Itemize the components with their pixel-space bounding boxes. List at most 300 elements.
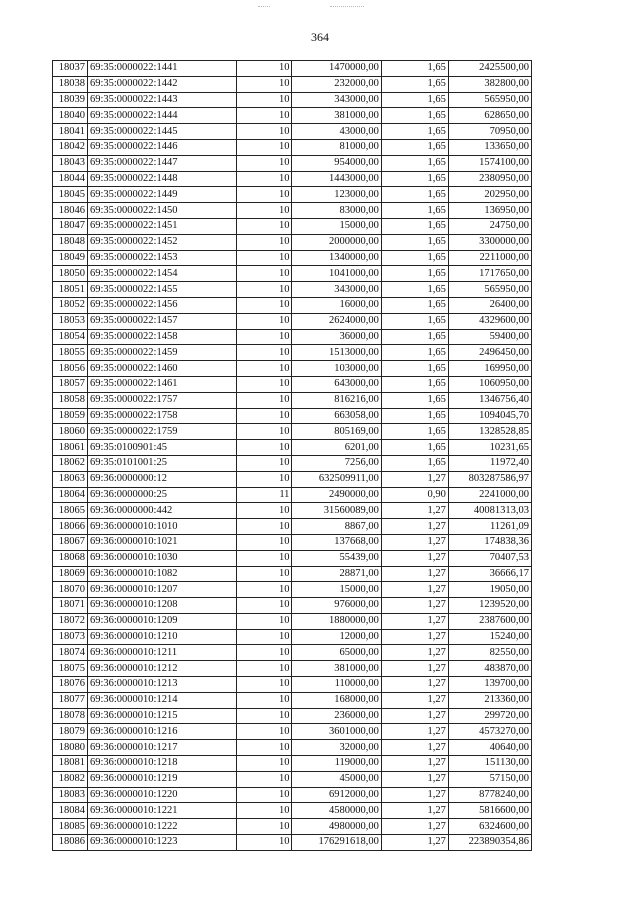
table-row (53, 250, 532, 266)
cadastral-number-cell: 69:36:0000000:12 (87, 471, 236, 487)
row-number-cell: 18052 (53, 297, 88, 313)
value-cell: 55439,00 (292, 550, 381, 566)
row-number-cell: 18074 (53, 645, 88, 661)
total-cell: 4573270,00 (448, 724, 531, 740)
row-number-cell: 18086 (53, 835, 88, 851)
table-row (53, 677, 532, 693)
total-cell: 1328528,85 (448, 424, 531, 440)
cadastral-number-cell: 69:35:0000022:1460 (87, 361, 236, 377)
coefficient-cell: 1,27 (381, 471, 448, 487)
cadastral-number-cell: 69:35:0000022:1448 (87, 171, 236, 187)
code-cell: 10 (236, 408, 292, 424)
code-cell: 10 (236, 613, 292, 629)
total-cell: 1060950,00 (448, 376, 531, 392)
coefficient-cell: 1,65 (381, 392, 448, 408)
cadastral-number-cell: 69:35:0000022:1449 (87, 187, 236, 203)
code-cell: 10 (236, 329, 292, 345)
coefficient-cell: 1,27 (381, 503, 448, 519)
code-cell: 10 (236, 582, 292, 598)
table-row (53, 503, 532, 519)
table-row (53, 487, 532, 503)
code-cell: 10 (236, 692, 292, 708)
value-cell: 1443000,00 (292, 171, 381, 187)
cadastral-number-cell: 69:36:0000000:25 (87, 487, 236, 503)
value-cell: 168000,00 (292, 692, 381, 708)
total-cell: 6324600,00 (448, 819, 531, 835)
code-cell: 10 (236, 92, 292, 108)
code-cell: 11 (236, 487, 292, 503)
value-cell: 123000,00 (292, 187, 381, 203)
row-number-cell: 18038 (53, 76, 88, 92)
table-row (53, 455, 532, 471)
coefficient-cell: 1,27 (381, 677, 448, 693)
row-number-cell: 18040 (53, 108, 88, 124)
value-cell: 4980000,00 (292, 819, 381, 835)
row-number-cell: 18044 (53, 171, 88, 187)
coefficient-cell: 1,65 (381, 155, 448, 171)
coefficient-cell: 1,65 (381, 313, 448, 329)
table-row (53, 297, 532, 313)
row-number-cell: 18050 (53, 266, 88, 282)
cadastral-number-cell: 69:35:0000022:1450 (87, 203, 236, 219)
value-cell: 16000,00 (292, 297, 381, 313)
coefficient-cell: 1,27 (381, 708, 448, 724)
code-cell: 10 (236, 661, 292, 677)
coefficient-cell: 1,65 (381, 76, 448, 92)
row-number-cell: 18053 (53, 313, 88, 329)
code-cell: 10 (236, 550, 292, 566)
value-cell: 137668,00 (292, 534, 381, 550)
cadastral-number-cell: 69:35:0000022:1441 (87, 61, 236, 77)
table-row (53, 519, 532, 535)
total-cell: 1094045,70 (448, 408, 531, 424)
total-cell: 1574100,00 (448, 155, 531, 171)
coefficient-cell: 1,27 (381, 819, 448, 835)
code-cell: 10 (236, 835, 292, 851)
cadastral-number-cell: 69:36:0000010:1214 (87, 692, 236, 708)
coefficient-cell: 0,90 (381, 487, 448, 503)
table-row (53, 218, 532, 234)
table-row (53, 345, 532, 361)
total-cell: 2211000,00 (448, 250, 531, 266)
total-cell: 1346756,40 (448, 392, 531, 408)
row-number-cell: 18048 (53, 234, 88, 250)
total-cell: 2425500,00 (448, 61, 531, 77)
row-number-cell: 18039 (53, 92, 88, 108)
cadastral-number-cell: 69:36:0000010:1209 (87, 613, 236, 629)
coefficient-cell: 1,65 (381, 455, 448, 471)
row-number-cell: 18068 (53, 550, 88, 566)
value-cell: 1513000,00 (292, 345, 381, 361)
cadastral-number-cell: 69:35:0000022:1458 (87, 329, 236, 345)
table-row (53, 613, 532, 629)
total-cell: 11261,09 (448, 519, 531, 535)
coefficient-cell: 1,65 (381, 329, 448, 345)
coefficient-cell: 1,27 (381, 534, 448, 550)
coefficient-cell: 1,65 (381, 234, 448, 250)
table-row (53, 550, 532, 566)
value-cell: 232000,00 (292, 76, 381, 92)
code-cell: 10 (236, 171, 292, 187)
cadastral-number-cell: 69:36:0000010:1218 (87, 756, 236, 772)
value-cell: 2624000,00 (292, 313, 381, 329)
table-row (53, 819, 532, 835)
code-cell: 10 (236, 376, 292, 392)
total-cell: 133650,00 (448, 139, 531, 155)
coefficient-cell: 1,27 (381, 724, 448, 740)
row-number-cell: 18041 (53, 124, 88, 140)
code-cell: 10 (236, 345, 292, 361)
table-row (53, 92, 532, 108)
table-row (53, 361, 532, 377)
coefficient-cell: 1,27 (381, 519, 448, 535)
value-cell: 31560089,00 (292, 503, 381, 519)
cadastral-number-cell: 69:35:0000022:1455 (87, 282, 236, 298)
cadastral-number-cell: 69:36:0000010:1082 (87, 566, 236, 582)
row-number-cell: 18054 (53, 329, 88, 345)
code-cell: 10 (236, 155, 292, 171)
table-row (53, 266, 532, 282)
value-cell: 15000,00 (292, 218, 381, 234)
total-cell: 82550,00 (448, 645, 531, 661)
value-cell: 12000,00 (292, 629, 381, 645)
total-cell: 382800,00 (448, 76, 531, 92)
value-cell: 643000,00 (292, 376, 381, 392)
code-cell: 10 (236, 503, 292, 519)
row-number-cell: 18037 (53, 61, 88, 77)
cadastral-number-cell: 69:36:0000010:1217 (87, 740, 236, 756)
code-cell: 10 (236, 203, 292, 219)
total-cell: 19050,00 (448, 582, 531, 598)
cadastral-number-cell: 69:36:0000010:1210 (87, 629, 236, 645)
code-cell: 10 (236, 519, 292, 535)
row-number-cell: 18062 (53, 455, 88, 471)
row-number-cell: 18066 (53, 519, 88, 535)
total-cell: 4329600,00 (448, 313, 531, 329)
total-cell: 3300000,00 (448, 234, 531, 250)
cadastral-number-cell: 69:35:0000022:1446 (87, 139, 236, 155)
table-row (53, 534, 532, 550)
code-cell: 10 (236, 139, 292, 155)
row-number-cell: 18075 (53, 661, 88, 677)
row-number-cell: 18078 (53, 708, 88, 724)
value-cell: 3601000,00 (292, 724, 381, 740)
row-number-cell: 18064 (53, 487, 88, 503)
total-cell: 169950,00 (448, 361, 531, 377)
code-cell: 10 (236, 645, 292, 661)
code-cell: 10 (236, 76, 292, 92)
coefficient-cell: 1,65 (381, 203, 448, 219)
cadastral-number-cell: 69:36:0000010:1220 (87, 787, 236, 803)
row-number-cell: 18067 (53, 534, 88, 550)
table-row (53, 76, 532, 92)
code-cell: 10 (236, 218, 292, 234)
value-cell: 65000,00 (292, 645, 381, 661)
value-cell: 15000,00 (292, 582, 381, 598)
cadastral-number-cell: 69:35:0000022:1451 (87, 218, 236, 234)
value-cell: 2000000,00 (292, 234, 381, 250)
cadastral-number-cell: 69:36:0000010:1222 (87, 819, 236, 835)
table-row (53, 171, 532, 187)
total-cell: 202950,00 (448, 187, 531, 203)
code-cell: 10 (236, 803, 292, 819)
total-cell: 1239520,00 (448, 598, 531, 614)
code-cell: 10 (236, 61, 292, 77)
code-cell: 10 (236, 534, 292, 550)
table-row (53, 566, 532, 582)
code-cell: 10 (236, 187, 292, 203)
row-number-cell: 18070 (53, 582, 88, 598)
value-cell: 1470000,00 (292, 61, 381, 77)
coefficient-cell: 1,65 (381, 92, 448, 108)
total-cell: 57150,00 (448, 771, 531, 787)
coefficient-cell: 1,27 (381, 771, 448, 787)
table-row (53, 803, 532, 819)
total-cell: 223890354,86 (448, 835, 531, 851)
code-cell: 10 (236, 756, 292, 772)
row-number-cell: 18071 (53, 598, 88, 614)
value-cell: 381000,00 (292, 661, 381, 677)
value-cell: 663058,00 (292, 408, 381, 424)
total-cell: 565950,00 (448, 92, 531, 108)
table-row (53, 187, 532, 203)
table-row (53, 155, 532, 171)
code-cell: 10 (236, 313, 292, 329)
total-cell: 803287586,97 (448, 471, 531, 487)
data-table (52, 60, 532, 851)
code-cell: 10 (236, 392, 292, 408)
value-cell: 110000,00 (292, 677, 381, 693)
row-number-cell: 18073 (53, 629, 88, 645)
coefficient-cell: 1,27 (381, 803, 448, 819)
value-cell: 119000,00 (292, 756, 381, 772)
cadastral-number-cell: 69:36:0000010:1021 (87, 534, 236, 550)
code-cell: 10 (236, 771, 292, 787)
row-number-cell: 18084 (53, 803, 88, 819)
cadastral-number-cell: 69:35:0000022:1453 (87, 250, 236, 266)
row-number-cell: 18043 (53, 155, 88, 171)
cadastral-number-cell: 69:35:0000022:1759 (87, 424, 236, 440)
table-row (53, 408, 532, 424)
code-cell: 10 (236, 708, 292, 724)
total-cell: 70407,53 (448, 550, 531, 566)
row-number-cell: 18047 (53, 218, 88, 234)
coefficient-cell: 1,65 (381, 218, 448, 234)
table-row (53, 724, 532, 740)
value-cell: 7256,00 (292, 455, 381, 471)
total-cell: 2387600,00 (448, 613, 531, 629)
coefficient-cell: 1,65 (381, 376, 448, 392)
table-row (53, 787, 532, 803)
row-number-cell: 18081 (53, 756, 88, 772)
cadastral-number-cell: 69:35:0000022:1758 (87, 408, 236, 424)
table-row (53, 598, 532, 614)
value-cell: 103000,00 (292, 361, 381, 377)
table-row (53, 203, 532, 219)
cadastral-number-cell: 69:35:0000022:1757 (87, 392, 236, 408)
value-cell: 236000,00 (292, 708, 381, 724)
value-cell: 816216,00 (292, 392, 381, 408)
cadastral-number-cell: 69:35:0000022:1459 (87, 345, 236, 361)
code-cell: 10 (236, 598, 292, 614)
total-cell: 40640,00 (448, 740, 531, 756)
total-cell: 5816600,00 (448, 803, 531, 819)
coefficient-cell: 1,27 (381, 740, 448, 756)
table-row (53, 234, 532, 250)
table-row (53, 329, 532, 345)
cadastral-number-cell: 69:36:0000010:1010 (87, 519, 236, 535)
total-cell: 483870,00 (448, 661, 531, 677)
table-row (53, 440, 532, 456)
cadastral-number-cell: 69:35:0000022:1461 (87, 376, 236, 392)
row-number-cell: 18069 (53, 566, 88, 582)
cadastral-number-cell: 69:36:0000010:1212 (87, 661, 236, 677)
coefficient-cell: 1,27 (381, 613, 448, 629)
cadastral-number-cell: 69:35:0101001:25 (87, 455, 236, 471)
code-cell: 10 (236, 677, 292, 693)
table-row (53, 756, 532, 772)
code-cell: 10 (236, 471, 292, 487)
row-number-cell: 18076 (53, 677, 88, 693)
table-row (53, 629, 532, 645)
table-row (53, 282, 532, 298)
row-number-cell: 18085 (53, 819, 88, 835)
coefficient-cell: 1,65 (381, 361, 448, 377)
row-number-cell: 18051 (53, 282, 88, 298)
table-row (53, 740, 532, 756)
code-cell: 10 (236, 297, 292, 313)
total-cell: 11972,40 (448, 455, 531, 471)
table-row (53, 771, 532, 787)
cadastral-number-cell: 69:35:0000022:1442 (87, 76, 236, 92)
cadastral-number-cell: 69:35:0000022:1457 (87, 313, 236, 329)
code-cell: 10 (236, 455, 292, 471)
code-cell: 10 (236, 282, 292, 298)
value-cell: 8867,00 (292, 519, 381, 535)
total-cell: 213360,00 (448, 692, 531, 708)
total-cell: 2496450,00 (448, 345, 531, 361)
coefficient-cell: 1,65 (381, 282, 448, 298)
row-number-cell: 18065 (53, 503, 88, 519)
code-cell: 10 (236, 724, 292, 740)
value-cell: 83000,00 (292, 203, 381, 219)
coefficient-cell: 1,65 (381, 250, 448, 266)
code-cell: 10 (236, 787, 292, 803)
value-cell: 381000,00 (292, 108, 381, 124)
table-row (53, 835, 532, 851)
total-cell: 36666,17 (448, 566, 531, 582)
row-number-cell: 18045 (53, 187, 88, 203)
row-number-cell: 18061 (53, 440, 88, 456)
total-cell: 565950,00 (448, 282, 531, 298)
coefficient-cell: 1,65 (381, 187, 448, 203)
value-cell: 2490000,00 (292, 487, 381, 503)
cadastral-number-cell: 69:36:0000010:1030 (87, 550, 236, 566)
row-number-cell: 18060 (53, 424, 88, 440)
cadastral-number-cell: 69:36:0000010:1221 (87, 803, 236, 819)
value-cell: 1340000,00 (292, 250, 381, 266)
value-cell: 1041000,00 (292, 266, 381, 282)
code-cell: 10 (236, 108, 292, 124)
cadastral-number-cell: 69:36:0000010:1219 (87, 771, 236, 787)
cadastral-number-cell: 69:35:0000022:1454 (87, 266, 236, 282)
cadastral-number-cell: 69:36:0000010:1213 (87, 677, 236, 693)
value-cell: 28871,00 (292, 566, 381, 582)
value-cell: 81000,00 (292, 139, 381, 155)
table-row (53, 108, 532, 124)
total-cell: 8778240,00 (448, 787, 531, 803)
code-cell: 10 (236, 566, 292, 582)
coefficient-cell: 1,27 (381, 550, 448, 566)
code-cell: 10 (236, 424, 292, 440)
value-cell: 632509911,00 (292, 471, 381, 487)
row-number-cell: 18072 (53, 613, 88, 629)
total-cell: 70950,00 (448, 124, 531, 140)
cadastral-number-cell: 69:35:0000022:1444 (87, 108, 236, 124)
value-cell: 4580000,00 (292, 803, 381, 819)
total-cell: 59400,00 (448, 329, 531, 345)
table-row (53, 692, 532, 708)
cadastral-number-cell: 69:36:0000010:1207 (87, 582, 236, 598)
total-cell: 151130,00 (448, 756, 531, 772)
code-cell: 10 (236, 361, 292, 377)
value-cell: 976000,00 (292, 598, 381, 614)
table-row (53, 424, 532, 440)
coefficient-cell: 1,65 (381, 139, 448, 155)
code-cell: 10 (236, 819, 292, 835)
code-cell: 10 (236, 629, 292, 645)
row-number-cell: 18046 (53, 203, 88, 219)
cadastral-number-cell: 69:35:0000022:1452 (87, 234, 236, 250)
cadastral-number-cell: 69:36:0000000:442 (87, 503, 236, 519)
row-number-cell: 18082 (53, 771, 88, 787)
total-cell: 40081313,03 (448, 503, 531, 519)
coefficient-cell: 1,27 (381, 645, 448, 661)
table-row (53, 376, 532, 392)
row-number-cell: 18063 (53, 471, 88, 487)
cadastral-number-cell: 69:36:0000010:1216 (87, 724, 236, 740)
coefficient-cell: 1,65 (381, 124, 448, 140)
value-cell: 6201,00 (292, 440, 381, 456)
cadastral-number-cell: 69:36:0000010:1215 (87, 708, 236, 724)
scan-artifact (258, 6, 270, 8)
coefficient-cell: 1,27 (381, 692, 448, 708)
value-cell: 45000,00 (292, 771, 381, 787)
table-row (53, 392, 532, 408)
cadastral-number-cell: 69:35:0000022:1445 (87, 124, 236, 140)
row-number-cell: 18080 (53, 740, 88, 756)
value-cell: 6912000,00 (292, 787, 381, 803)
coefficient-cell: 1,65 (381, 408, 448, 424)
row-number-cell: 18058 (53, 392, 88, 408)
cadastral-number-cell: 69:35:0000022:1443 (87, 92, 236, 108)
row-number-cell: 18059 (53, 408, 88, 424)
coefficient-cell: 1,27 (381, 787, 448, 803)
total-cell: 26400,00 (448, 297, 531, 313)
total-cell: 10231,65 (448, 440, 531, 456)
code-cell: 10 (236, 250, 292, 266)
table-row (53, 124, 532, 140)
row-number-cell: 18042 (53, 139, 88, 155)
value-cell: 954000,00 (292, 155, 381, 171)
coefficient-cell: 1,65 (381, 171, 448, 187)
cadastral-number-cell: 69:36:0000010:1211 (87, 645, 236, 661)
table-row (53, 139, 532, 155)
coefficient-cell: 1,65 (381, 424, 448, 440)
value-cell: 343000,00 (292, 92, 381, 108)
total-cell: 24750,00 (448, 218, 531, 234)
coefficient-cell: 1,65 (381, 266, 448, 282)
